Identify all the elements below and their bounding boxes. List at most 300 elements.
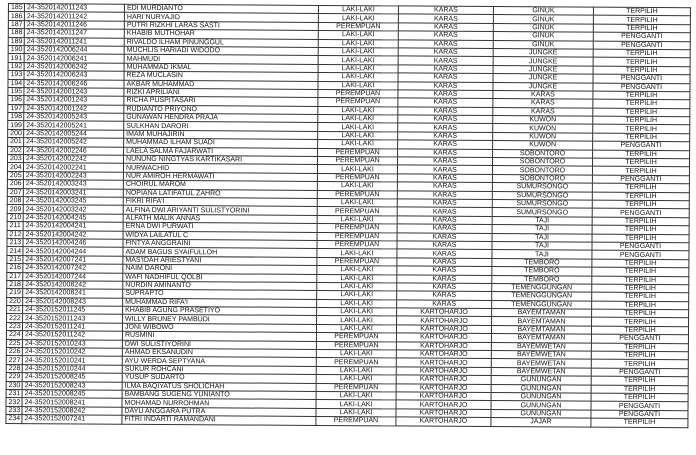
district-cell: KARAS	[397, 216, 492, 225]
full-name-cell: DWI SULISTIYORINI	[122, 340, 316, 350]
registration-id-cell: 24-3520142002246	[24, 146, 124, 155]
district-cell: KARAS	[398, 31, 493, 40]
village-cell: GINUK	[493, 23, 593, 32]
full-name-cell: REZA MUCLASIN	[124, 71, 318, 81]
registration-id-cell: 24-3520152010244	[22, 364, 122, 373]
full-name-cell: NAIM DARONI	[123, 264, 317, 274]
row-number-cell: 190	[8, 46, 24, 54]
district-cell: KARAS	[397, 283, 492, 292]
registration-id-cell: 24-3520152010243	[22, 339, 122, 348]
district-cell: KARAS	[397, 249, 492, 258]
district-cell: KARAS	[397, 224, 492, 233]
gender-cell: LAKI-LAKI	[317, 165, 397, 174]
district-cell: KARAS	[397, 258, 492, 267]
village-cell: GUNUNGAN	[491, 384, 591, 393]
status-cell: TERPILIH	[592, 183, 689, 192]
status-cell: TERPILIH	[592, 167, 689, 176]
row-number-cell: 225	[6, 339, 22, 347]
status-cell: TERPILIH	[592, 200, 689, 209]
village-cell: BAYEMTAMAN	[492, 309, 592, 318]
row-number-cell: 230	[6, 381, 22, 389]
row-number-cell: 224	[6, 331, 22, 339]
candidate-table	[5, 3, 691, 428]
district-cell: KARAS	[398, 140, 493, 149]
full-name-cell: RUSMINI	[122, 331, 316, 341]
gender-cell: LAKI-LAKI	[316, 400, 396, 409]
registration-id-cell: 24-3520142005244	[24, 130, 124, 139]
gender-cell: LAKI-LAKI	[317, 299, 397, 308]
village-cell: KUWON	[493, 124, 593, 133]
row-number-cell: 206	[7, 180, 23, 188]
village-cell: KARAS	[493, 99, 593, 108]
village-cell: BAYEMWETAN	[491, 359, 591, 368]
status-cell: TERPILIH	[592, 309, 689, 318]
district-cell: KARTOHARJO	[396, 350, 491, 359]
status-cell: TERPILIH	[593, 57, 690, 66]
status-cell: TERPILIH	[593, 16, 690, 25]
village-cell: GINUK	[493, 40, 593, 49]
village-cell: KUWON	[493, 141, 593, 150]
status-cell: TERPILIH	[593, 66, 690, 75]
gender-cell: LAKI-LAKI	[317, 215, 397, 224]
gender-cell: LAKI-LAKI	[318, 56, 398, 65]
village-cell: GINUK	[493, 32, 593, 41]
full-name-cell: KHABIB AGUNG PRASETIYO	[123, 306, 317, 316]
row-number-cell: 233	[6, 406, 22, 414]
district-cell: KARTOHARJO	[397, 316, 492, 325]
row-number-cell: 211	[7, 222, 23, 230]
gender-cell: PEREMPUAN	[318, 98, 398, 107]
village-cell: GINUK	[493, 15, 593, 24]
status-cell: TERPILIH	[592, 234, 689, 243]
gender-cell: LAKI-LAKI	[318, 140, 398, 149]
full-name-cell: DAYU ANGGARA PUTRA	[122, 407, 316, 417]
status-cell: TERPILIH	[593, 91, 690, 100]
registration-id-cell: 24-3520142008241	[23, 289, 123, 298]
status-cell: TERPILIH	[592, 276, 689, 285]
status-cell: TERPILIH	[591, 360, 688, 369]
status-cell: TERPILIH	[593, 133, 690, 142]
status-cell: TERPILIH	[592, 267, 689, 276]
registration-id-cell: 24-3520152010242	[22, 348, 122, 357]
village-cell: JUNGKE	[493, 74, 593, 83]
full-name-cell: GUNAWAN HENDRA PRAJA	[124, 113, 318, 123]
gender-cell: LAKI-LAKI	[316, 375, 396, 384]
district-cell: KARAS	[398, 48, 493, 57]
full-name-cell: BAMBANG SUGENG YUNIANTO	[122, 390, 316, 400]
registration-id-cell: 24-3520142001243	[24, 96, 124, 105]
row-number-cell: 195	[8, 87, 24, 95]
status-cell: PENGGANTI	[591, 368, 688, 377]
gender-cell: LAKI-LAKI	[317, 282, 397, 291]
status-cell: TERPILIH	[592, 217, 689, 226]
gender-cell: PEREMPUAN	[317, 156, 397, 165]
village-cell: TAJI	[492, 225, 592, 234]
full-name-cell: RICHA PUSPITASARI	[124, 97, 318, 107]
status-cell: TERPILIH	[592, 225, 689, 234]
district-cell: KARAS	[397, 274, 492, 283]
district-cell: KARTOHARJO	[396, 333, 491, 342]
row-number-cell: 205	[7, 171, 23, 179]
row-number-cell: 232	[6, 398, 22, 406]
row-number-cell: 187	[8, 20, 24, 28]
registration-id-cell: 24-3520152008245	[22, 373, 122, 382]
registration-id-cell: 24-3520142011247	[24, 29, 124, 38]
registration-id-cell: 24-3520142002243	[23, 171, 123, 180]
gender-cell: PEREMPUAN	[317, 207, 397, 216]
registration-id-cell: 24-3520142003242	[23, 205, 123, 214]
registration-id-cell: 24-3520142004245	[23, 213, 123, 222]
gender-cell: LAKI-LAKI	[318, 81, 398, 90]
status-cell: TERPILIH	[592, 318, 689, 327]
village-cell: SOBONTORO	[492, 166, 592, 175]
full-name-cell: MUHAMMAD ILHAM SUADI	[124, 139, 318, 149]
district-cell: KARAS	[397, 199, 492, 208]
district-cell: KARAS	[397, 207, 492, 216]
district-cell: KARTOHARJO	[396, 367, 491, 376]
registration-id-cell: 24-3520142004241	[23, 222, 123, 231]
village-cell: SUMURSONGO	[492, 183, 592, 192]
district-cell: KARAS	[398, 98, 493, 107]
full-name-cell: AKBAR MUHAMMAD	[124, 80, 318, 90]
status-cell: PENGGANTI	[592, 208, 689, 217]
registration-id-cell: 24-3520152011242	[22, 331, 122, 340]
village-cell: TEMENGGUNGAN	[492, 300, 592, 309]
row-number-cell: 193	[8, 71, 24, 79]
gender-cell: PEREMPUAN	[317, 232, 397, 241]
registration-id-cell: 24-3520142008243	[23, 297, 123, 306]
village-cell: SOBONTORO	[492, 158, 592, 167]
full-name-cell: FIKRI RIFA'I	[123, 197, 317, 207]
full-name-cell: NUR AMIROH HERMAWATI	[123, 172, 317, 182]
gender-cell: PEREMPUAN	[318, 89, 398, 98]
district-cell: KARAS	[397, 174, 492, 183]
registration-id-cell: 24-3520152011241	[22, 322, 122, 331]
row-number-cell: 203	[8, 155, 24, 163]
registration-id-cell: 24-3520142002241	[23, 163, 123, 172]
registration-id-cell: 24-3520152007241	[22, 415, 122, 424]
status-cell: TERPILIH	[593, 108, 690, 117]
status-cell: PENGGANTI	[593, 74, 690, 83]
full-name-cell: MUHAMMAD IKMAL	[124, 63, 318, 73]
gender-cell: LAKI-LAKI	[318, 31, 398, 40]
row-number-cell: 200	[8, 129, 24, 137]
full-name-cell: MAS'IDAH ARIESTYANI	[123, 256, 317, 266]
village-cell: TEMENGGUNGAN	[492, 292, 592, 301]
registration-id-cell: 24-3520142006242	[24, 62, 124, 71]
full-name-cell: SULKHAN DARORI	[124, 122, 318, 132]
status-cell: TERPILIH	[593, 7, 690, 16]
full-name-cell: YUSUP SUDARTO	[122, 373, 316, 383]
row-number-cell: 196	[8, 96, 24, 104]
registration-id-cell: 24-3520142004242	[23, 230, 123, 239]
village-cell: GUNUNGAN	[491, 376, 591, 385]
registration-id-cell: 24-3520142011242	[24, 12, 124, 21]
registration-id-cell: 24-3520142011241	[24, 37, 124, 46]
row-number-cell: 197	[8, 104, 24, 112]
status-cell: PENGGANTI	[592, 250, 689, 259]
village-cell: TEMBORO	[492, 258, 592, 267]
village-cell: JAJAR	[491, 418, 591, 427]
full-name-cell: AHMAD EKSANUDIN	[122, 348, 316, 358]
registration-id-cell: 24-3520142011246	[24, 20, 124, 29]
gender-cell: PEREMPUAN	[317, 224, 397, 233]
status-cell: PENGGANTI	[591, 410, 688, 419]
gender-cell: LAKI-LAKI	[317, 198, 397, 207]
registration-id-cell: 24-3520142005242	[24, 138, 124, 147]
gender-cell: PEREMPUAN	[317, 257, 397, 266]
status-cell: TERPILIH	[591, 326, 688, 335]
district-cell: KARAS	[398, 115, 493, 124]
status-cell: PENGGANTI	[592, 242, 689, 251]
status-cell: TERPILIH	[592, 301, 689, 310]
gender-cell: LAKI-LAKI	[316, 366, 396, 375]
district-cell: KARTOHARJO	[396, 409, 491, 418]
full-name-cell: WILLY BRUNEY PAMBUDI	[123, 315, 317, 325]
registration-id-cell: 24-3520142003241	[23, 188, 123, 197]
village-cell: TEMENGGUNGAN	[492, 283, 592, 292]
village-cell: KUWON	[493, 116, 593, 125]
village-cell: TAJI	[492, 241, 592, 250]
row-number-cell: 209	[7, 205, 23, 213]
row-number-cell: 227	[6, 356, 22, 364]
gender-cell: PEREMPUAN	[317, 190, 397, 199]
district-cell: KARTOHARJO	[396, 358, 491, 367]
registration-id-cell: 24-3520142007242	[23, 264, 123, 273]
status-cell: TERPILIH	[591, 418, 688, 427]
district-cell: KARAS	[398, 107, 493, 116]
district-cell: KARTOHARJO	[396, 400, 491, 409]
gender-cell: LAKI-LAKI	[318, 5, 398, 14]
full-name-cell: FITRI INDARTI RAMANDANI	[122, 415, 316, 425]
gender-cell: PEREMPUAN	[317, 173, 397, 182]
row-number-cell: 221	[7, 306, 23, 314]
district-cell: KARTOHARJO	[396, 417, 491, 426]
row-number-cell: 222	[7, 314, 23, 322]
status-cell: PENGGANTI	[591, 401, 688, 410]
full-name-cell: ADAM BAGUS SYAIFULLOH	[123, 248, 317, 258]
village-cell: TEMBORO	[492, 275, 592, 284]
district-cell: KARAS	[398, 149, 493, 158]
status-cell: TERPILIH	[593, 150, 690, 159]
full-name-cell: LAELA SALMA FAJARWATI	[124, 147, 318, 157]
registration-id-cell: 24-3520142006244	[24, 46, 124, 55]
gender-cell: LAKI-LAKI	[318, 123, 398, 132]
status-cell: TERPILIH	[592, 292, 689, 301]
full-name-cell: KHABIB MUTHOHAR	[124, 29, 318, 39]
village-cell: BAYEMWETAN	[491, 351, 591, 360]
row-number-cell: 188	[8, 29, 24, 37]
village-cell: SUMURSONGO	[492, 208, 592, 217]
district-cell: KARAS	[397, 191, 492, 200]
registration-id-cell: 24-3520142006241	[24, 54, 124, 63]
registration-id-cell: 24-3520142004244	[23, 247, 123, 256]
full-name-cell: EDI MURDIANTO	[124, 4, 318, 14]
full-name-cell: NOPIANA LATIFATUL ZAHRO	[123, 189, 317, 199]
row-number-cell: 202	[8, 146, 24, 154]
gender-cell: LAKI-LAKI	[316, 408, 396, 417]
village-cell: BAYEMTAMAN	[491, 325, 591, 334]
registration-id-cell: 24-3520152011243	[23, 314, 123, 323]
registration-id-cell: 24-3520152008245	[22, 390, 122, 399]
gender-cell: LAKI-LAKI	[318, 64, 398, 73]
row-number-cell: 219	[7, 289, 23, 297]
village-cell: GUNUNGAN	[491, 392, 591, 401]
status-cell: TERPILIH	[593, 24, 690, 33]
full-name-cell: ERNA DWI PURWATI	[123, 222, 317, 232]
district-cell: KARAS	[398, 81, 493, 90]
row-number-cell: 192	[8, 62, 24, 70]
village-cell: KUWON	[493, 132, 593, 141]
gender-cell: LAKI-LAKI	[317, 266, 397, 275]
registration-id-cell: 24-3520142001242	[24, 104, 124, 113]
status-cell: PENGGANTI	[592, 175, 689, 184]
registration-id-cell: 24-3520152008243	[22, 381, 122, 390]
full-name-cell: WIDYA LAILATUL C	[123, 231, 317, 241]
row-number-cell: 207	[7, 188, 23, 196]
district-cell: KARAS	[397, 241, 492, 250]
gender-cell: PEREMPUAN	[318, 22, 398, 31]
full-name-cell: CHOIRUL MAROM	[123, 180, 317, 190]
row-number-cell: 185	[8, 4, 24, 12]
full-name-cell: HARI NURYAJID	[124, 13, 318, 23]
gender-cell: LAKI-LAKI	[318, 106, 398, 115]
full-name-cell: MUHAMMAD RIFA'I	[123, 298, 317, 308]
full-name-cell: AYU WERDA SEPTYANA	[122, 357, 316, 367]
district-cell: KARAS	[398, 123, 493, 132]
row-number-cell: 204	[7, 163, 23, 171]
full-name-cell: SUPRAPTO	[123, 290, 317, 300]
district-cell: KARAS	[397, 165, 492, 174]
village-cell: GUNUNGAN	[491, 409, 591, 418]
status-cell: TERPILIH	[591, 351, 688, 360]
gender-cell: LAKI-LAKI	[317, 249, 397, 258]
status-cell: PENGGANTI	[593, 32, 690, 41]
row-number-cell: 213	[7, 238, 23, 246]
district-cell: KARAS	[398, 39, 493, 48]
row-number-cell: 231	[6, 390, 22, 398]
row-number-cell: 198	[8, 113, 24, 121]
row-number-cell: 226	[6, 348, 22, 356]
row-number-cell: 217	[7, 272, 23, 280]
village-cell: BAYEMWETAN	[491, 367, 591, 376]
village-cell: SOBONTORO	[492, 174, 592, 183]
full-name-cell: MOHAMAD NURROHMAN	[122, 399, 316, 409]
gender-cell: LAKI-LAKI	[317, 291, 397, 300]
status-cell: TERPILIH	[593, 116, 690, 125]
full-name-cell: SUKUR ROHCANI	[122, 365, 316, 375]
row-number-cell: 212	[7, 230, 23, 238]
status-cell: TERPILIH	[591, 393, 688, 402]
full-name-cell: RUDIANTO PRIYONO	[124, 105, 318, 115]
district-cell: KARAS	[397, 291, 492, 300]
row-number-cell: 223	[6, 322, 22, 330]
village-cell: TAJI	[492, 233, 592, 242]
row-number-cell: 201	[8, 138, 24, 146]
status-cell: PENGGANTI	[593, 141, 690, 150]
registration-id-cell: 24-3520152008242	[22, 406, 122, 415]
gender-cell: LAKI-LAKI	[318, 115, 398, 124]
village-cell: TEMBORO	[492, 267, 592, 276]
full-name-cell: FINTYA ANGGRAINI	[123, 239, 317, 249]
gender-cell: LAKI-LAKI	[318, 14, 398, 23]
row-number-cell: 216	[7, 264, 23, 272]
full-name-cell: NURDIN AMINANTO	[123, 281, 317, 291]
district-cell: KARAS	[397, 266, 492, 275]
status-cell: TERPILIH	[593, 99, 690, 108]
row-number-cell: 199	[8, 121, 24, 129]
gender-cell: LAKI-LAKI	[316, 391, 396, 400]
status-cell: TERPILIH	[592, 192, 689, 201]
row-number-cell: 228	[6, 364, 22, 372]
village-cell: BAYEMTAMAN	[492, 317, 592, 326]
district-cell: KARAS	[398, 14, 493, 23]
full-name-cell: WAFI NADHIFUL QOLBI	[123, 273, 317, 283]
village-cell: KARAS	[493, 90, 593, 99]
row-number-cell: 194	[8, 79, 24, 87]
registration-id-cell: 24-3520152011245	[23, 306, 123, 315]
district-cell: KARTOHARJO	[396, 325, 491, 334]
district-cell: KARAS	[398, 73, 493, 82]
table-body	[6, 4, 691, 428]
district-cell: KARAS	[398, 6, 493, 15]
status-cell: TERPILIH	[593, 125, 690, 134]
district-cell: KARAS	[398, 132, 493, 141]
row-number-cell: 220	[7, 297, 23, 305]
village-cell: TAJI	[492, 216, 592, 225]
gender-cell: LAKI-LAKI	[317, 316, 397, 325]
registration-id-cell: 24-3520142002242	[24, 155, 124, 164]
registration-id-cell: 24-3520142005243	[24, 113, 124, 122]
gender-cell: LAKI-LAKI	[317, 182, 397, 191]
registration-id-cell: 24-3520142008242	[23, 281, 123, 290]
registration-id-cell: 24-3520142007241	[23, 255, 123, 264]
row-number-cell: 186	[8, 12, 24, 20]
village-cell: BAYEMTAMAN	[491, 334, 591, 343]
gender-cell: PEREMPUAN	[316, 341, 396, 350]
gender-cell: PEREMPUAN	[316, 383, 396, 392]
status-cell: PENGGANTI	[593, 83, 690, 92]
village-cell: SUMURSONGO	[492, 191, 592, 200]
status-cell: TERPILIH	[593, 49, 690, 58]
full-name-cell: MAHMUDI	[124, 55, 318, 65]
row-number-cell: 191	[8, 54, 24, 62]
district-cell: KARTOHARJO	[396, 392, 491, 401]
full-name-cell: IMAM MUHAJIRIN	[124, 130, 318, 140]
district-cell: KARAS	[397, 232, 492, 241]
full-name-cell: RIZKI APRILIANI	[124, 88, 318, 98]
gender-cell: PEREMPUAN	[317, 240, 397, 249]
registration-id-cell: 24-3520142003245	[23, 197, 123, 206]
village-cell: SOBONTORO	[493, 149, 593, 158]
status-cell: TERPILIH	[591, 385, 688, 394]
registration-id-cell: 24-3520142003243	[23, 180, 123, 189]
village-cell: GUNUNGAN	[491, 401, 591, 410]
registration-id-cell: 24-3520142004246	[23, 239, 123, 248]
row-number-cell: 215	[7, 255, 23, 263]
registration-id-cell: 24-3520142011243	[24, 4, 124, 13]
gender-cell: LAKI-LAKI	[318, 131, 398, 140]
village-cell: JUNGKE	[493, 57, 593, 66]
registration-id-cell: 24-3520152008241	[22, 398, 122, 407]
status-cell: TERPILIH	[592, 259, 689, 268]
full-name-cell: NURWACHID	[123, 164, 317, 174]
row-number-cell: 229	[6, 373, 22, 381]
district-cell: KARAS	[397, 300, 492, 309]
gender-cell: LAKI-LAKI	[318, 73, 398, 82]
full-name-cell: NUNUNG NINGTYAS KARTIKASARI	[124, 155, 318, 165]
status-cell: PENGGANTI	[591, 334, 688, 343]
